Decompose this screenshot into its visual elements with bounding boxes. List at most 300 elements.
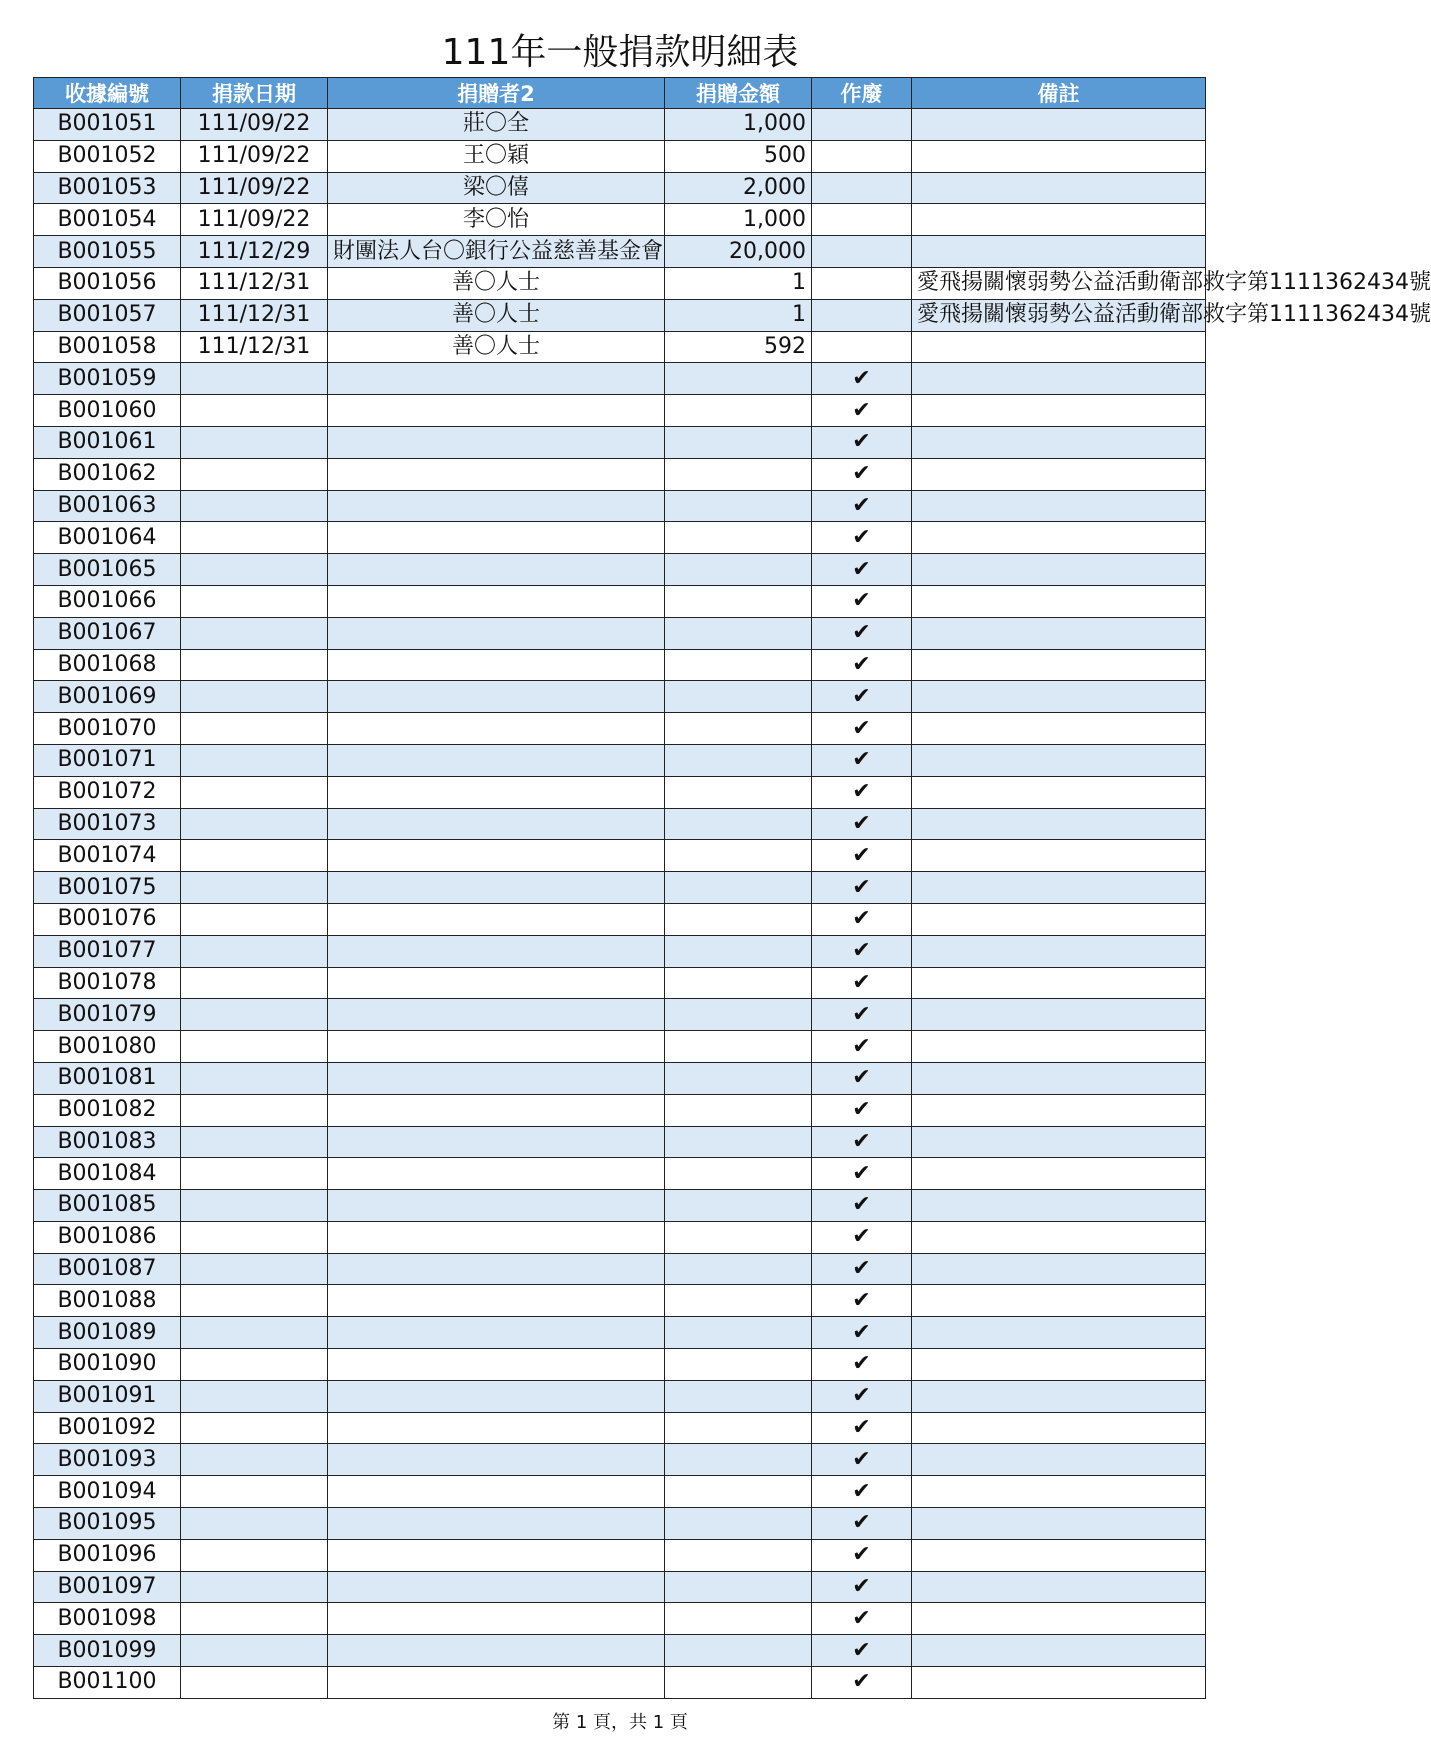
amount-cell: 1	[665, 299, 812, 331]
void-check-icon: ✔	[812, 1476, 912, 1508]
donation-date-cell	[181, 363, 328, 395]
note-cell	[912, 331, 1206, 363]
table-row	[34, 458, 1206, 490]
donor-cell: 財團法人台〇銀行公益慈善基金會	[328, 236, 665, 268]
void-check-icon: ✔	[812, 554, 912, 586]
donor-cell	[328, 1349, 665, 1381]
note-cell	[912, 1221, 1206, 1253]
note-cell: 愛飛揚關懷弱勢公益活動衛部救字第1111362434號	[912, 299, 1206, 331]
column-header-donor: 捐贈者2	[328, 78, 665, 109]
donation-date-cell: 111/09/22	[181, 172, 328, 204]
void-check-icon: ✔	[812, 522, 912, 554]
note-cell	[912, 872, 1206, 904]
amount-cell	[665, 1380, 812, 1412]
donor-cell	[328, 458, 665, 490]
donor-cell	[328, 903, 665, 935]
amount-cell	[665, 1349, 812, 1381]
note-cell	[912, 840, 1206, 872]
note-cell	[912, 395, 1206, 427]
note-cell	[912, 109, 1206, 141]
donor-cell	[328, 522, 665, 554]
column-header-note: 備註	[912, 78, 1206, 109]
receipt-number-cell: B001059	[34, 363, 181, 395]
note-cell	[912, 1253, 1206, 1285]
donor-cell	[328, 363, 665, 395]
table-row	[34, 140, 1206, 172]
receipt-number-cell: B001055	[34, 236, 181, 268]
table-row	[34, 808, 1206, 840]
receipt-number-cell: B001089	[34, 1317, 181, 1349]
donor-cell	[328, 1380, 665, 1412]
receipt-number-cell: B001093	[34, 1444, 181, 1476]
void-check-icon: ✔	[812, 967, 912, 999]
void-check-icon: ✔	[812, 903, 912, 935]
void-check-icon: ✔	[812, 426, 912, 458]
amount-cell	[665, 967, 812, 999]
note-cell	[912, 1349, 1206, 1381]
donation-date-cell	[181, 1031, 328, 1063]
donation-date-cell	[181, 1126, 328, 1158]
receipt-number-cell: B001091	[34, 1380, 181, 1412]
receipt-number-cell: B001057	[34, 299, 181, 331]
void-check-icon: ✔	[812, 1031, 912, 1063]
table-row	[34, 1380, 1206, 1412]
note-cell	[912, 1380, 1206, 1412]
receipt-number-cell: B001092	[34, 1412, 181, 1444]
donor-cell	[328, 1062, 665, 1094]
receipt-number-cell: B001065	[34, 554, 181, 586]
note-cell	[912, 1603, 1206, 1635]
amount-cell	[665, 1508, 812, 1540]
amount-cell	[665, 458, 812, 490]
note-cell	[912, 458, 1206, 490]
donor-cell	[328, 935, 665, 967]
donor-cell: 李〇怡	[328, 204, 665, 236]
table-body	[34, 109, 1431, 1699]
table-row	[34, 1412, 1206, 1444]
donation-date-cell	[181, 808, 328, 840]
donor-cell	[328, 1444, 665, 1476]
donor-cell: 梁〇僖	[328, 172, 665, 204]
table-row	[34, 840, 1206, 872]
amount-cell	[665, 935, 812, 967]
amount-cell: 20,000	[665, 236, 812, 268]
note-cell	[912, 967, 1206, 999]
donor-cell	[328, 776, 665, 808]
column-header-date: 捐款日期	[181, 78, 328, 109]
donation-date-cell	[181, 1253, 328, 1285]
donor-cell	[328, 585, 665, 617]
donor-cell	[328, 1158, 665, 1190]
donation-date-cell	[181, 1062, 328, 1094]
void-check-icon: ✔	[812, 490, 912, 522]
amount-cell	[665, 395, 812, 427]
amount-cell	[665, 681, 812, 713]
table-row	[34, 617, 1206, 649]
note-cell	[912, 935, 1206, 967]
table-row	[34, 1253, 1206, 1285]
note-cell	[912, 1508, 1206, 1540]
donation-date-cell: 111/12/29	[181, 236, 328, 268]
table-row	[34, 236, 1206, 268]
donor-cell	[328, 1317, 665, 1349]
table-row	[34, 967, 1206, 999]
amount-cell	[665, 713, 812, 745]
void-check-icon: ✔	[812, 1349, 912, 1381]
table-row	[34, 490, 1206, 522]
note-cell	[912, 1158, 1206, 1190]
amount-cell	[665, 999, 812, 1031]
void-check-icon	[812, 331, 912, 363]
receipt-number-cell: B001079	[34, 999, 181, 1031]
amount-cell	[665, 363, 812, 395]
donation-date-cell	[181, 458, 328, 490]
donation-date-cell	[181, 1158, 328, 1190]
void-check-icon: ✔	[812, 458, 912, 490]
donor-cell	[328, 617, 665, 649]
donor-cell: 善〇人士	[328, 267, 665, 299]
donation-date-cell	[181, 490, 328, 522]
page-title: 111年一般捐款明細表	[441, 32, 799, 73]
receipt-number-cell: B001060	[34, 395, 181, 427]
note-cell	[912, 1412, 1206, 1444]
note-cell	[912, 1444, 1206, 1476]
donation-date-cell	[181, 1285, 328, 1317]
void-check-icon: ✔	[812, 776, 912, 808]
amount-cell	[665, 1031, 812, 1063]
column-header-void: 作廢	[812, 78, 912, 109]
amount-cell	[665, 490, 812, 522]
donation-date-cell	[181, 776, 328, 808]
receipt-number-cell: B001066	[34, 585, 181, 617]
table-header-row	[34, 78, 1206, 109]
receipt-number-cell: B001081	[34, 1062, 181, 1094]
receipt-number-cell: B001072	[34, 776, 181, 808]
note-cell	[912, 744, 1206, 776]
note-cell	[912, 204, 1206, 236]
receipt-number-cell: B001064	[34, 522, 181, 554]
receipt-number-cell: B001067	[34, 617, 181, 649]
receipt-number-cell: B001086	[34, 1221, 181, 1253]
amount-cell	[665, 554, 812, 586]
amount-cell	[665, 1603, 812, 1635]
donation-date-cell	[181, 1508, 328, 1540]
donation-date-cell	[181, 1349, 328, 1381]
donor-cell	[328, 1190, 665, 1222]
donation-date-cell	[181, 1444, 328, 1476]
receipt-number-cell: B001069	[34, 681, 181, 713]
donor-cell: 善〇人士	[328, 299, 665, 331]
note-cell	[912, 140, 1206, 172]
donor-cell	[328, 649, 665, 681]
receipt-number-cell: B001070	[34, 713, 181, 745]
donor-cell	[328, 1031, 665, 1063]
donor-cell	[328, 1094, 665, 1126]
table-row	[34, 204, 1206, 236]
table-row	[34, 363, 1206, 395]
amount-cell	[665, 649, 812, 681]
donation-date-cell	[181, 1380, 328, 1412]
void-check-icon: ✔	[812, 808, 912, 840]
donation-date-cell	[181, 395, 328, 427]
amount-cell: 1,000	[665, 204, 812, 236]
donor-cell	[328, 999, 665, 1031]
page-footer: 第 1 頁，共 1 頁	[552, 1712, 688, 1733]
void-check-icon	[812, 236, 912, 268]
receipt-number-cell: B001094	[34, 1476, 181, 1508]
receipt-number-cell: B001090	[34, 1349, 181, 1381]
receipt-number-cell: B001082	[34, 1094, 181, 1126]
note-cell	[912, 585, 1206, 617]
void-check-icon: ✔	[812, 1380, 912, 1412]
table-row	[34, 1635, 1206, 1667]
void-check-icon: ✔	[812, 395, 912, 427]
donation-table	[33, 77, 1431, 1699]
table-row	[34, 1667, 1206, 1699]
void-check-icon: ✔	[812, 872, 912, 904]
table-row	[34, 1349, 1206, 1381]
amount-cell: 2,000	[665, 172, 812, 204]
void-check-icon: ✔	[812, 1539, 912, 1571]
donation-date-cell	[181, 554, 328, 586]
void-check-icon	[812, 299, 912, 331]
note-cell	[912, 1126, 1206, 1158]
void-check-icon: ✔	[812, 1571, 912, 1603]
donation-date-cell	[181, 1221, 328, 1253]
donation-date-cell	[181, 1539, 328, 1571]
amount-cell	[665, 1317, 812, 1349]
donor-cell: 莊〇全	[328, 109, 665, 141]
note-cell	[912, 1317, 1206, 1349]
amount-cell	[665, 1158, 812, 1190]
table-row	[34, 1571, 1206, 1603]
donation-date-cell	[181, 1571, 328, 1603]
receipt-number-cell: B001074	[34, 840, 181, 872]
donor-cell	[328, 490, 665, 522]
donor-cell	[328, 554, 665, 586]
receipt-number-cell: B001076	[34, 903, 181, 935]
table-row	[34, 1508, 1206, 1540]
donation-date-cell	[181, 426, 328, 458]
note-cell	[912, 649, 1206, 681]
table-row	[34, 1539, 1206, 1571]
receipt-number-cell: B001071	[34, 744, 181, 776]
void-check-icon: ✔	[812, 1444, 912, 1476]
receipt-number-cell: B001077	[34, 935, 181, 967]
donation-date-cell	[181, 872, 328, 904]
void-check-icon: ✔	[812, 1635, 912, 1667]
receipt-number-cell: B001084	[34, 1158, 181, 1190]
donation-date-cell	[181, 522, 328, 554]
donation-date-cell	[181, 744, 328, 776]
amount-cell	[665, 1253, 812, 1285]
void-check-icon	[812, 204, 912, 236]
donor-cell: 王〇穎	[328, 140, 665, 172]
note-cell	[912, 1667, 1206, 1699]
donor-cell	[328, 1126, 665, 1158]
void-check-icon: ✔	[812, 713, 912, 745]
void-check-icon	[812, 140, 912, 172]
table-row	[34, 681, 1206, 713]
amount-cell	[665, 1221, 812, 1253]
table-row	[34, 172, 1206, 204]
table-row	[34, 1062, 1206, 1094]
void-check-icon: ✔	[812, 585, 912, 617]
amount-cell	[665, 1539, 812, 1571]
note-cell	[912, 554, 1206, 586]
void-check-icon: ✔	[812, 840, 912, 872]
amount-cell	[665, 1635, 812, 1667]
note-cell	[912, 1635, 1206, 1667]
note-cell: 愛飛揚關懷弱勢公益活動衛部救字第1111362434號	[912, 267, 1206, 299]
donation-date-cell	[181, 1412, 328, 1444]
amount-cell	[665, 1062, 812, 1094]
amount-cell	[665, 808, 812, 840]
donor-cell	[328, 744, 665, 776]
note-cell	[912, 617, 1206, 649]
receipt-number-cell: B001080	[34, 1031, 181, 1063]
table-row	[34, 1094, 1206, 1126]
table-row	[34, 395, 1206, 427]
donor-cell	[328, 395, 665, 427]
void-check-icon: ✔	[812, 1094, 912, 1126]
donation-date-cell	[181, 1635, 328, 1667]
donor-cell	[328, 426, 665, 458]
receipt-number-cell: B001096	[34, 1539, 181, 1571]
amount-cell: 1	[665, 267, 812, 299]
note-cell	[912, 808, 1206, 840]
table-row	[34, 267, 1206, 299]
table-row	[34, 713, 1206, 745]
donation-date-cell: 111/12/31	[181, 331, 328, 363]
note-cell	[912, 1094, 1206, 1126]
donor-cell	[328, 1221, 665, 1253]
table-row	[34, 554, 1206, 586]
note-cell	[912, 903, 1206, 935]
amount-cell	[665, 872, 812, 904]
table-row	[34, 776, 1206, 808]
table-row	[34, 299, 1206, 331]
note-cell	[912, 999, 1206, 1031]
void-check-icon: ✔	[812, 1285, 912, 1317]
void-check-icon: ✔	[812, 1603, 912, 1635]
donation-date-cell	[181, 617, 328, 649]
amount-cell	[665, 617, 812, 649]
void-check-icon: ✔	[812, 1158, 912, 1190]
table-row	[34, 872, 1206, 904]
donation-date-cell	[181, 935, 328, 967]
amount-cell	[665, 744, 812, 776]
receipt-number-cell: B001073	[34, 808, 181, 840]
void-check-icon: ✔	[812, 999, 912, 1031]
note-cell	[912, 713, 1206, 745]
void-check-icon	[812, 267, 912, 299]
receipt-number-cell: B001075	[34, 872, 181, 904]
donation-date-cell: 111/09/22	[181, 140, 328, 172]
donation-date-cell	[181, 649, 328, 681]
amount-cell	[665, 1412, 812, 1444]
column-header-receipt-no: 收據編號	[34, 78, 181, 109]
donor-cell	[328, 1285, 665, 1317]
amount-cell	[665, 1444, 812, 1476]
amount-cell	[665, 903, 812, 935]
donation-date-cell	[181, 681, 328, 713]
donation-date-cell	[181, 1603, 328, 1635]
donation-date-cell: 111/09/22	[181, 109, 328, 141]
amount-cell	[665, 426, 812, 458]
note-cell	[912, 1539, 1206, 1571]
note-cell	[912, 1285, 1206, 1317]
column-header-amount: 捐贈金額	[665, 78, 812, 109]
receipt-number-cell: B001053	[34, 172, 181, 204]
receipt-number-cell: B001098	[34, 1603, 181, 1635]
receipt-number-cell: B001062	[34, 458, 181, 490]
receipt-number-cell: B001083	[34, 1126, 181, 1158]
void-check-icon: ✔	[812, 744, 912, 776]
amount-cell	[665, 1094, 812, 1126]
amount-cell: 500	[665, 140, 812, 172]
note-cell	[912, 1571, 1206, 1603]
table-row	[34, 522, 1206, 554]
void-check-icon	[812, 172, 912, 204]
note-cell	[912, 1031, 1206, 1063]
table-row	[34, 935, 1206, 967]
donation-date-cell	[181, 585, 328, 617]
void-check-icon: ✔	[812, 1508, 912, 1540]
void-check-icon: ✔	[812, 1317, 912, 1349]
donation-date-cell	[181, 1476, 328, 1508]
receipt-number-cell: B001095	[34, 1508, 181, 1540]
table-row	[34, 426, 1206, 458]
receipt-number-cell: B001097	[34, 1571, 181, 1603]
note-cell	[912, 426, 1206, 458]
void-check-icon: ✔	[812, 1190, 912, 1222]
donor-cell	[328, 967, 665, 999]
donation-date-cell	[181, 1094, 328, 1126]
void-check-icon: ✔	[812, 1253, 912, 1285]
table-row	[34, 331, 1206, 363]
table-row	[34, 1126, 1206, 1158]
donor-cell	[328, 1412, 665, 1444]
amount-cell	[665, 1285, 812, 1317]
amount-cell	[665, 840, 812, 872]
table-row	[34, 903, 1206, 935]
void-check-icon: ✔	[812, 681, 912, 713]
table-row	[34, 649, 1206, 681]
receipt-number-cell: B001088	[34, 1285, 181, 1317]
note-cell	[912, 1062, 1206, 1094]
table-row	[34, 744, 1206, 776]
donation-date-cell: 111/12/31	[181, 299, 328, 331]
amount-cell	[665, 1476, 812, 1508]
table-row	[34, 1221, 1206, 1253]
note-cell	[912, 1476, 1206, 1508]
donor-cell	[328, 1476, 665, 1508]
receipt-number-cell: B001052	[34, 140, 181, 172]
void-check-icon: ✔	[812, 649, 912, 681]
donor-cell	[328, 1667, 665, 1699]
receipt-number-cell: B001085	[34, 1190, 181, 1222]
donor-cell	[328, 1253, 665, 1285]
receipt-number-cell: B001099	[34, 1635, 181, 1667]
amount-cell	[665, 585, 812, 617]
table-row	[34, 999, 1206, 1031]
amount-cell: 592	[665, 331, 812, 363]
donor-cell	[328, 681, 665, 713]
amount-cell	[665, 1190, 812, 1222]
donation-date-cell	[181, 1667, 328, 1699]
donor-cell	[328, 808, 665, 840]
